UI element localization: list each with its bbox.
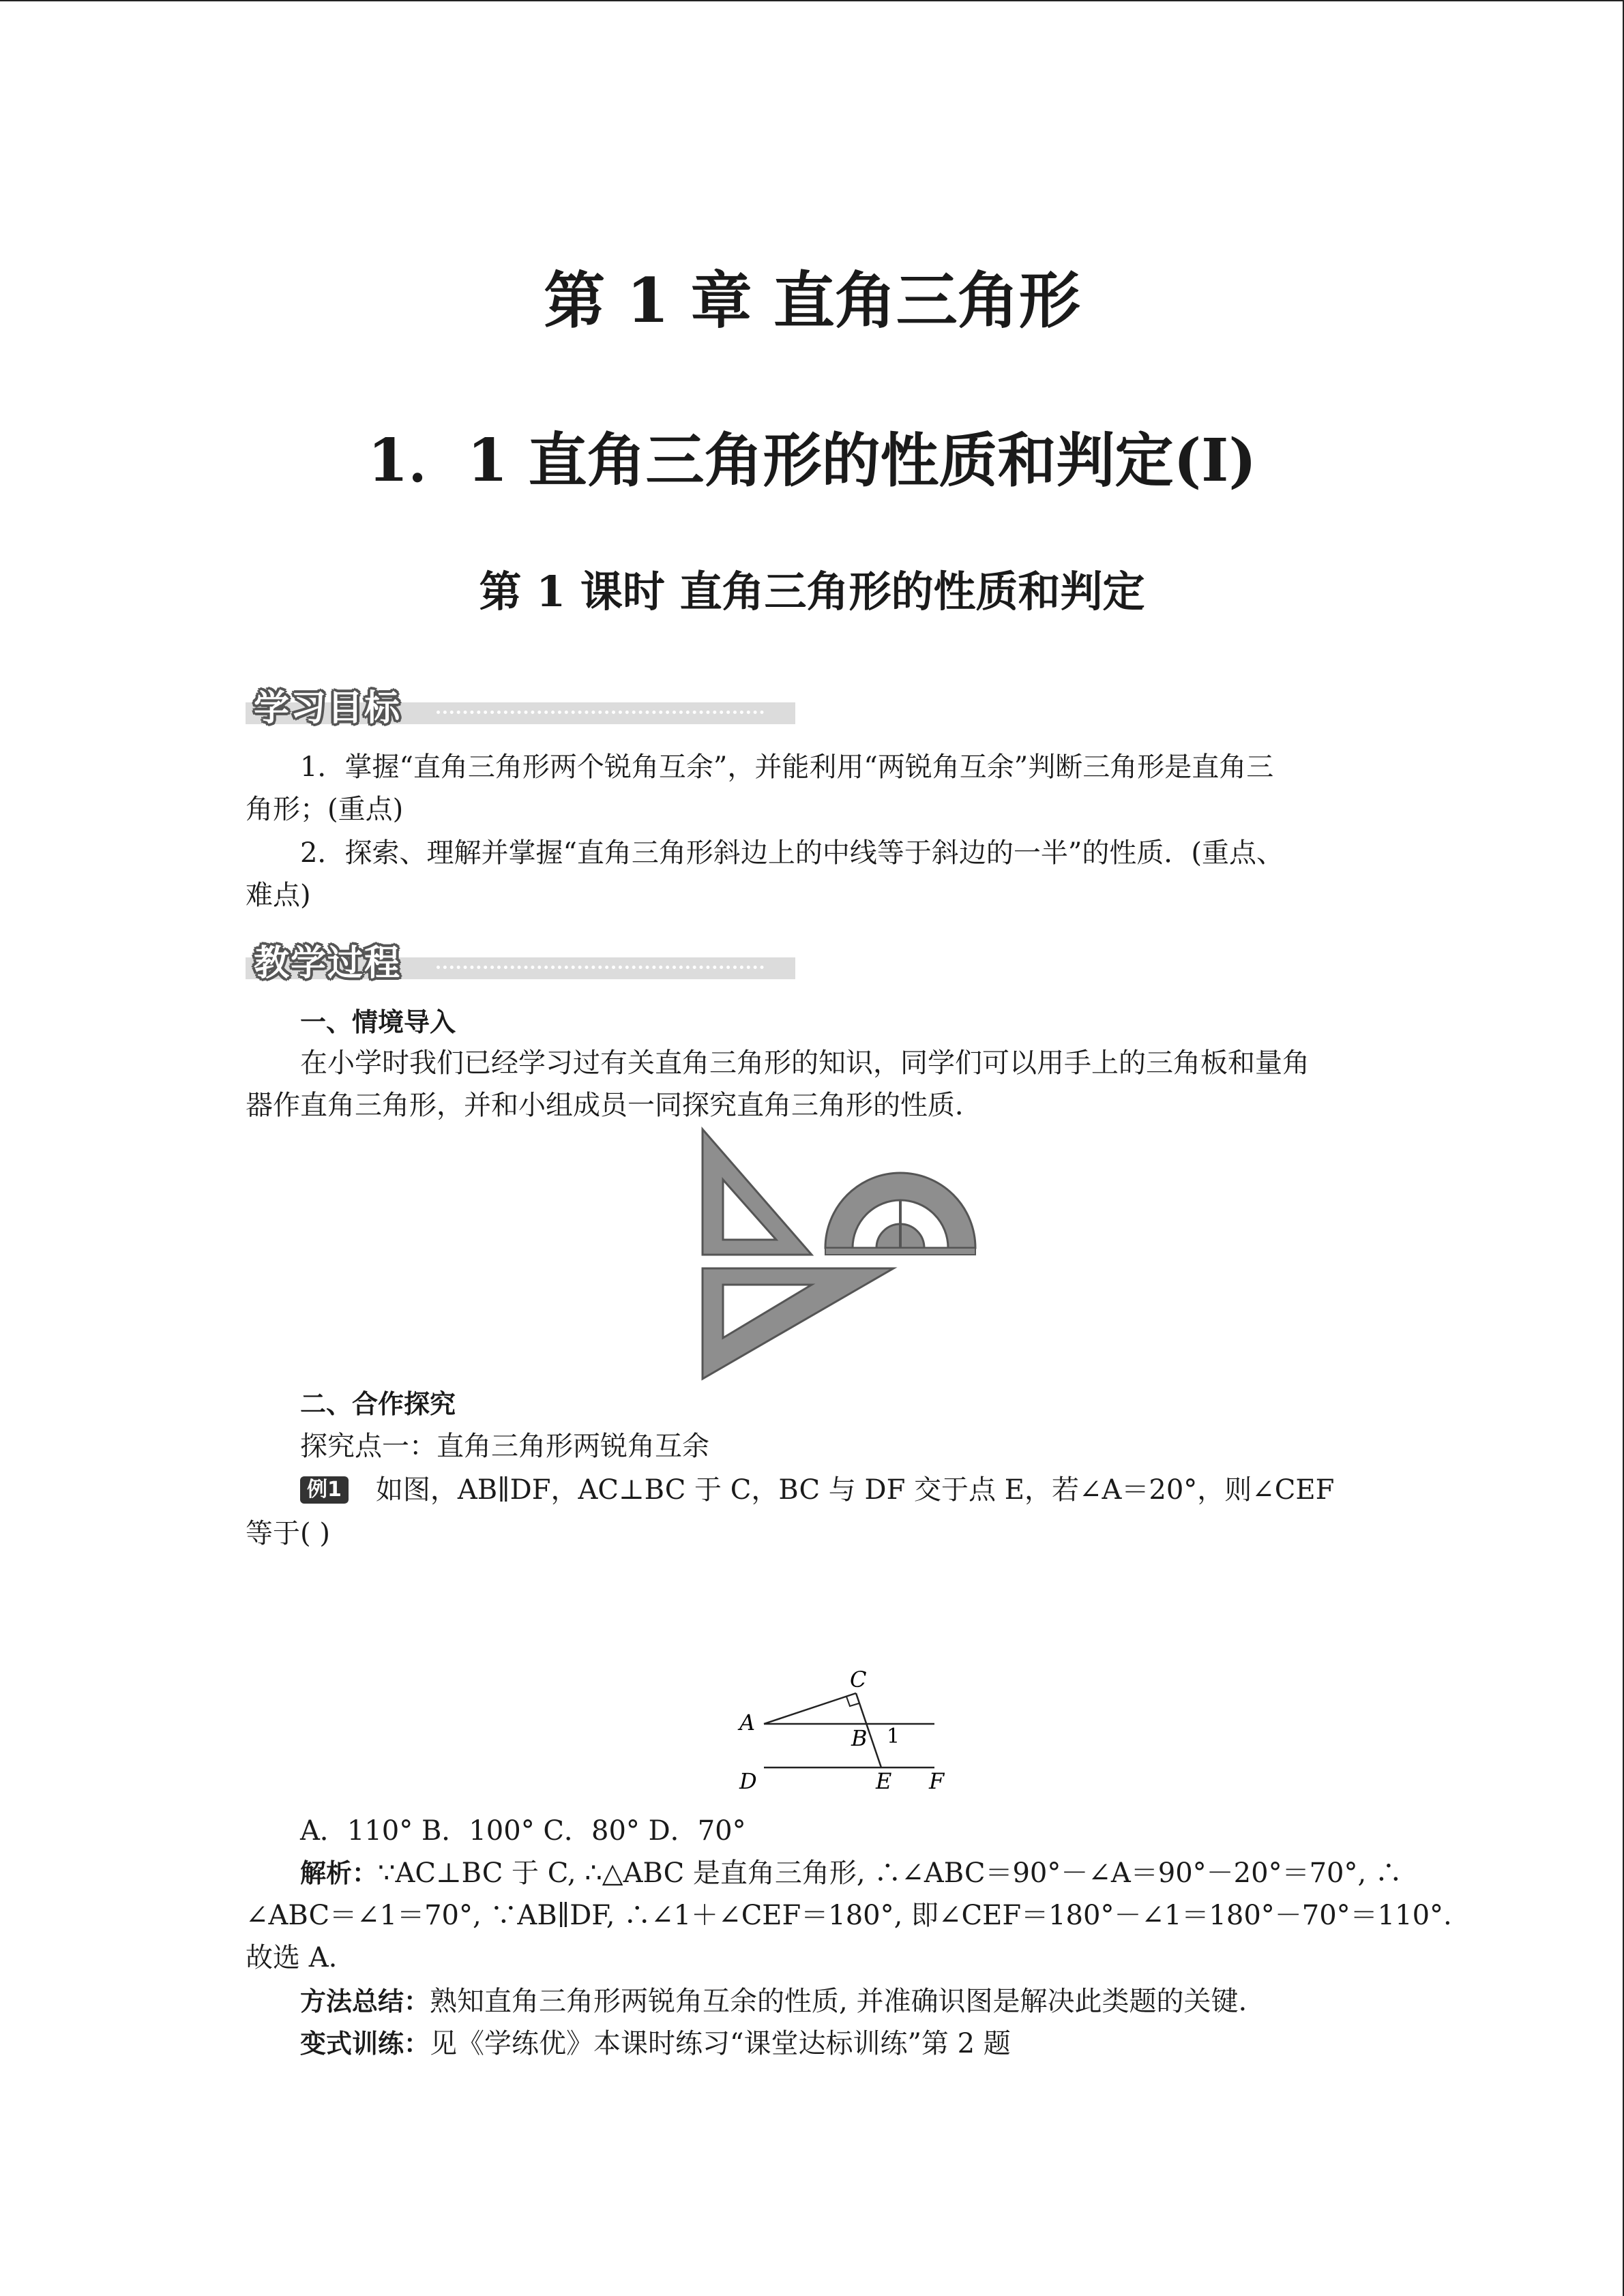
method-summary [300, 1980, 1247, 2023]
label-E: E [876, 1768, 892, 1794]
label-F: F [929, 1768, 945, 1794]
label-angle-1: 1 [887, 1725, 900, 1748]
objective-1-line-2: 角形；(重点) [246, 794, 404, 825]
analysis-line-3: 故选 A. [246, 1942, 338, 1973]
example-1-line-2: 等于( ) [246, 1518, 330, 1549]
section-title: 1．1 直角三角形的性质和判定(Ⅰ) [367, 426, 1257, 495]
part2-title: 二、合作探究 [300, 1389, 456, 1419]
chapter-title: 第 1 章 直角三角形 [544, 265, 1080, 337]
variant-training [300, 2023, 1011, 2065]
example-1-tag: 例1 [300, 1476, 349, 1504]
set-square-protractor-illustration [696, 1125, 982, 1384]
process-header-label: 教学过程 [254, 943, 402, 984]
example-1-text: 如图，AB∥DF，AC⊥BC 于 C，BC 与 DF 交于点 E，若∠A＝20°，则∠CEF [375, 1474, 1335, 1506]
answer-options: A．110° B．100° C．80° D．70° [300, 1815, 746, 1847]
objective-2-line-2: 难点) [246, 880, 311, 911]
analysis-label: 解析： [300, 1858, 379, 1888]
objective-2-line-1: 2．探索、理解并掌握“直角三角形斜边上的中线等于斜边的一半”的性质．(重点、 [300, 837, 1284, 869]
lesson-title: 第 1 课时 直角三角形的性质和判定 [479, 567, 1145, 616]
label-D: D [739, 1768, 757, 1794]
label-A: A [739, 1710, 756, 1735]
method-label: 方法总结： [300, 1986, 430, 2016]
part1-title: 一、情境导入 [300, 1007, 456, 1037]
method-text: 熟知直角三角形两锐角互余的性质, 并准确识图是解决此类题的关键. [430, 1986, 1247, 2017]
part1-line-2: 器作直角三角形，并和小组成员一同探究直角三角形的性质． [246, 1090, 982, 1121]
label-C: C [850, 1667, 867, 1693]
part1-line-1: 在小学时我们已经学习过有关直角三角形的知识，同学们可以用手上的三角板和量角 [300, 1047, 1310, 1079]
variant-label: 变式训练： [300, 2029, 430, 2059]
label-B: B [851, 1725, 868, 1751]
objective-1-line-1: 1．掌握“直角三角形两个锐角互余”，并能利用“两锐角互余”判断三角形是直角三 [300, 751, 1274, 783]
exploration-point-1: 探究点一：直角三角形两锐角互余 [300, 1431, 709, 1462]
objectives-header-label: 学习目标 [254, 688, 402, 729]
geometry-figure [730, 1650, 975, 1800]
objectives-header [246, 679, 795, 731]
analysis-line-2: ∠ABC＝∠1＝70°, ∵AB∥DF, ∴∠1＋∠CEF＝180°, 即∠CEF＝180°－∠1＝180°－70°＝110°. [246, 1900, 1452, 1931]
analysis-line-1 [300, 1852, 1402, 1894]
process-header [246, 934, 795, 986]
protractor [825, 1173, 975, 1255]
variant-text: 见《学练优》本课时练习“课堂达标训练”第 2 题 [430, 2028, 1011, 2059]
example-1-line-1 [300, 1469, 1334, 1511]
analysis-text-1: ∵AC⊥BC 于 C, ∴△ABC 是直角三角形, ∴∠ABC＝90°－∠A＝90°－20°＝70°, ∴ [378, 1858, 1402, 1889]
